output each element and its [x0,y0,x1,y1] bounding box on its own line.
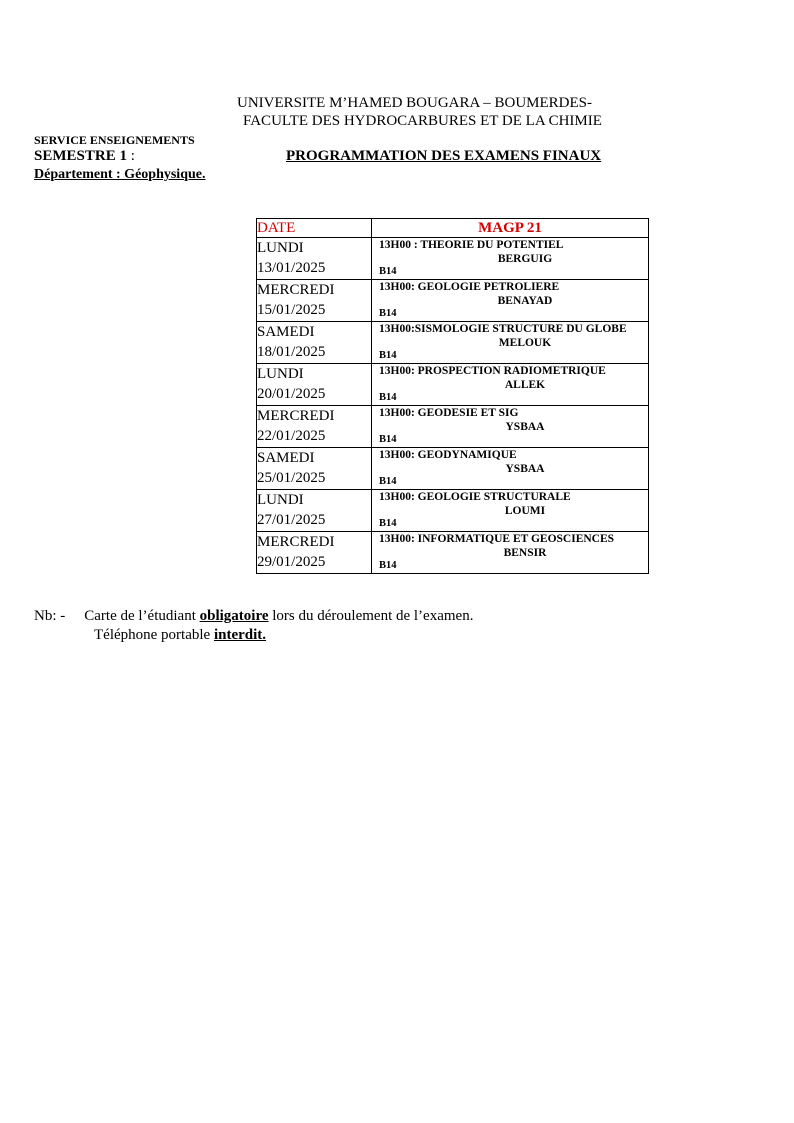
semester-text: SEMESTRE 1 [34,148,127,164]
date-cell [257,406,372,448]
faculty-name: FACULTE DES HYDROCARBURES ET DE LA CHIMIE [243,113,602,129]
exam-subject: 13H00: INFORMATIQUE ET GEOSCIENCES [379,533,615,545]
exam-date: 18/01/2025 [257,344,326,360]
exam-day: SAMEDI [257,324,315,340]
table-row [257,406,649,448]
date-cell [257,280,372,322]
note-phone-emphasis: interdit. [213,627,267,643]
exam-room: B14 [379,518,397,529]
semester-colon: : [126,148,135,164]
note-card-emphasis: obligatoire [199,608,269,624]
date-cell [257,532,372,574]
exam-room: B14 [379,350,397,361]
exam-subject: 13H00: PROSPECTION RADIOMETRIQUE [379,365,606,377]
table-row [257,322,649,364]
exam-room: B14 [379,308,397,319]
exam-cell [372,448,649,490]
table-row [257,532,649,574]
exam-day: LUNDI [257,240,304,256]
exam-teacher: YSBAA [505,463,545,475]
exam-cell [372,364,649,406]
exam-date: 25/01/2025 [257,470,326,486]
exam-subject: 13H00 : THEORIE DU POTENTIEL [379,239,564,251]
date-cell [257,448,372,490]
exam-day: SAMEDI [257,450,315,466]
exam-room: B14 [379,476,397,487]
table-row [257,364,649,406]
exam-cell [372,490,649,532]
exam-room: B14 [379,266,397,277]
exam-day: MERCREDI [257,534,335,550]
note-phone [94,627,266,644]
exam-subject: 13H00:SISMOLOGIE STRUCTURE DU GLOBE [379,323,627,335]
exam-room: B14 [379,392,397,403]
table-row [257,490,649,532]
exam-cell [372,238,649,280]
table-row [257,280,649,322]
exam-cell [372,322,649,364]
table-body [257,238,649,574]
exam-subject: 13H00: GEOLOGIE PETROLIERE [379,281,560,293]
exam-teacher: BENAYAD [497,295,553,307]
note-phone-before: Téléphone portable [94,627,214,643]
exam-date: 15/01/2025 [257,302,326,318]
exam-day: LUNDI [257,366,304,382]
table-row [257,448,649,490]
department-label: Département : Géophysique. [34,167,206,182]
exam-schedule-table [256,218,649,574]
exam-day: MERCREDI [257,282,335,298]
exam-day: MERCREDI [257,408,335,424]
header-group: MAGP 21 [372,219,649,238]
program-title: PROGRAMMATION DES EXAMENS FINAUX [286,148,602,164]
exam-cell [372,532,649,574]
date-cell [257,490,372,532]
note-card-before: Carte de l’étudiant [84,608,200,624]
exam-day: LUNDI [257,492,304,508]
note-card-after: lors du déroulement de l’examen. [268,608,474,624]
exam-date: 29/01/2025 [257,554,326,570]
table-header-row [257,219,649,238]
exam-date: 13/01/2025 [257,260,326,276]
exam-teacher: ALLEK [504,379,546,391]
exam-cell [372,280,649,322]
date-cell [257,322,372,364]
date-cell [257,238,372,280]
exam-date: 20/01/2025 [257,386,326,402]
note-prefix: Nb: - [34,608,66,624]
exam-subject: 13H00: GEOLOGIE STRUCTURALE [379,491,571,503]
date-cell [257,364,372,406]
university-name: UNIVERSITE M’HAMED BOUGARA – BOUMERDES- [237,95,593,111]
exam-cell [372,406,649,448]
exam-teacher: LOUMI [504,505,546,517]
exam-subject: 13H00: GEODYNAMIQUE [379,449,517,461]
exam-subject: 13H00: GEODESIE ET SIG [379,407,519,419]
exam-room: B14 [379,560,397,571]
header-date: DATE [257,219,372,238]
note-card [34,608,473,625]
exam-room: B14 [379,434,397,445]
exam-teacher: BENSIR [503,547,547,559]
exam-date: 22/01/2025 [257,428,326,444]
exam-date: 27/01/2025 [257,512,326,528]
exam-teacher: MELOUK [498,337,552,349]
table-row [257,238,649,280]
exam-teacher: BERGUIG [497,253,553,265]
exam-teacher: YSBAA [505,421,545,433]
service-label: SERVICE ENSEIGNEMENTS [34,133,195,147]
semester-label [34,148,135,165]
